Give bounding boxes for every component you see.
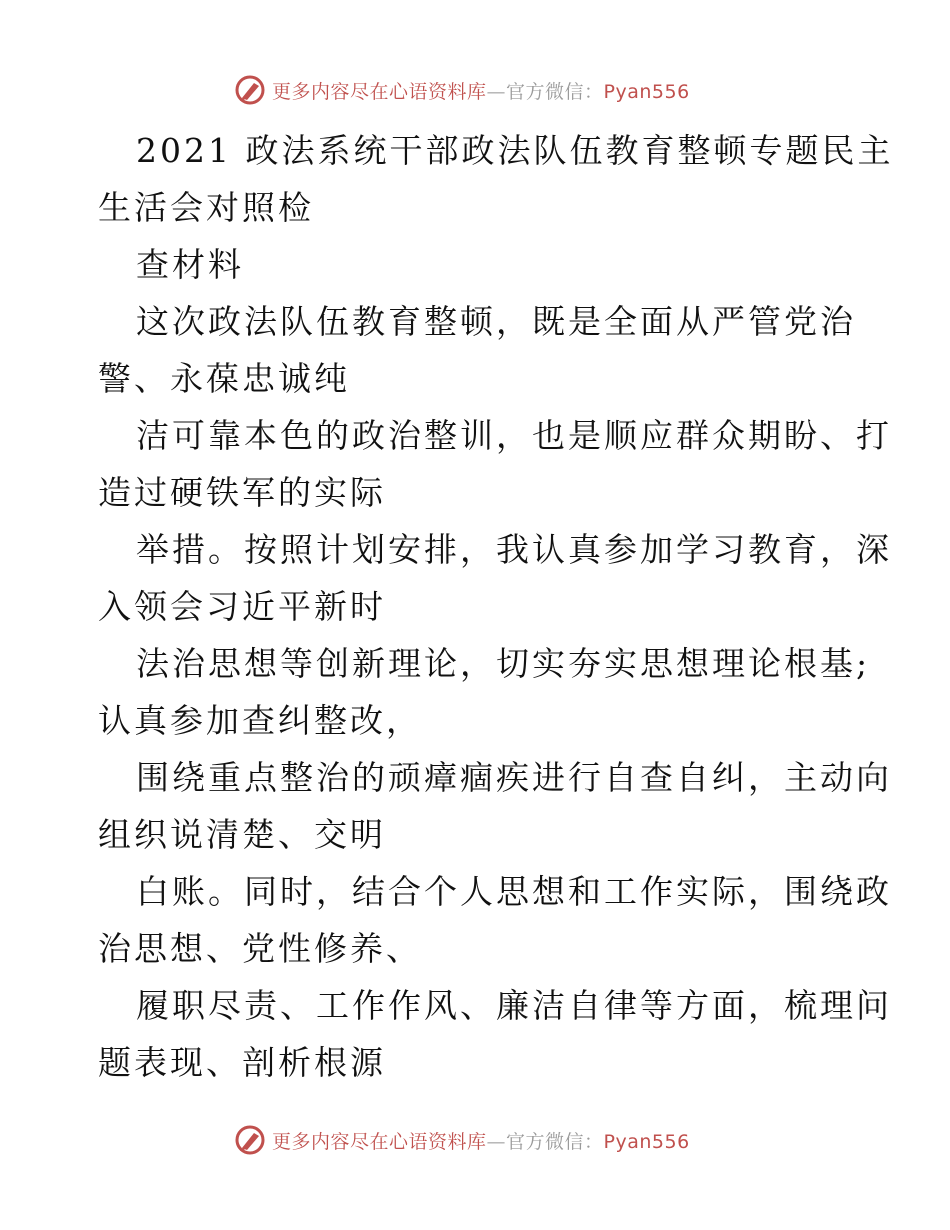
paragraph-line: 履职尽责、工作作风、廉洁自律等方面，梳理问 bbox=[136, 986, 892, 1025]
pen-nib-logo-icon bbox=[234, 1124, 266, 1156]
title-line-1: 2021 政法系统干部政法队伍教育整顿专题民主 bbox=[136, 131, 894, 170]
paragraph-line: 造过硬铁军的实际 bbox=[98, 473, 386, 512]
paragraph-line: 治思想、党性修养、 bbox=[98, 929, 422, 968]
banner-label: 更多内容尽在心语资料库—官方微信：Pyan556 bbox=[272, 80, 690, 103]
paragraph-line: 这次政法队伍教育整顿，既是全面从严管党治 bbox=[136, 302, 856, 341]
paragraph-line: 举措。按照计划安排，我认真参加学习教育，深 bbox=[136, 530, 892, 569]
header-banner bbox=[234, 72, 690, 108]
banner-label: 更多内容尽在心语资料库—官方微信：Pyan556 bbox=[272, 1130, 690, 1153]
pen-nib-logo-icon bbox=[234, 74, 266, 106]
paragraph-line: 白账。同时，结合个人思想和工作实际，围绕政 bbox=[136, 872, 892, 911]
title-line-3: 查材料 bbox=[136, 245, 244, 284]
document-body bbox=[98, 122, 894, 1091]
paragraph-line: 组织说清楚、交明 bbox=[98, 815, 386, 854]
paragraph-line: 围绕重点整治的顽瘴痼疾进行自查自纠，主动向 bbox=[136, 758, 892, 797]
paragraph-line: 题表现、剖析根源 bbox=[98, 1043, 386, 1082]
paragraph-line: 警、永葆忠诚纯 bbox=[98, 359, 350, 398]
title-line-2: 生活会对照检 bbox=[98, 188, 314, 227]
paragraph-line: 认真参加查纠整改， bbox=[98, 701, 422, 740]
paragraph-line: 法治思想等创新理论，切实夯实思想理论根基; bbox=[136, 644, 871, 683]
paragraph-line: 入领会习近平新时 bbox=[98, 587, 386, 626]
paragraph-line: 洁可靠本色的政治整训，也是顺应群众期盼、打 bbox=[136, 416, 892, 455]
footer-banner bbox=[234, 1122, 690, 1158]
